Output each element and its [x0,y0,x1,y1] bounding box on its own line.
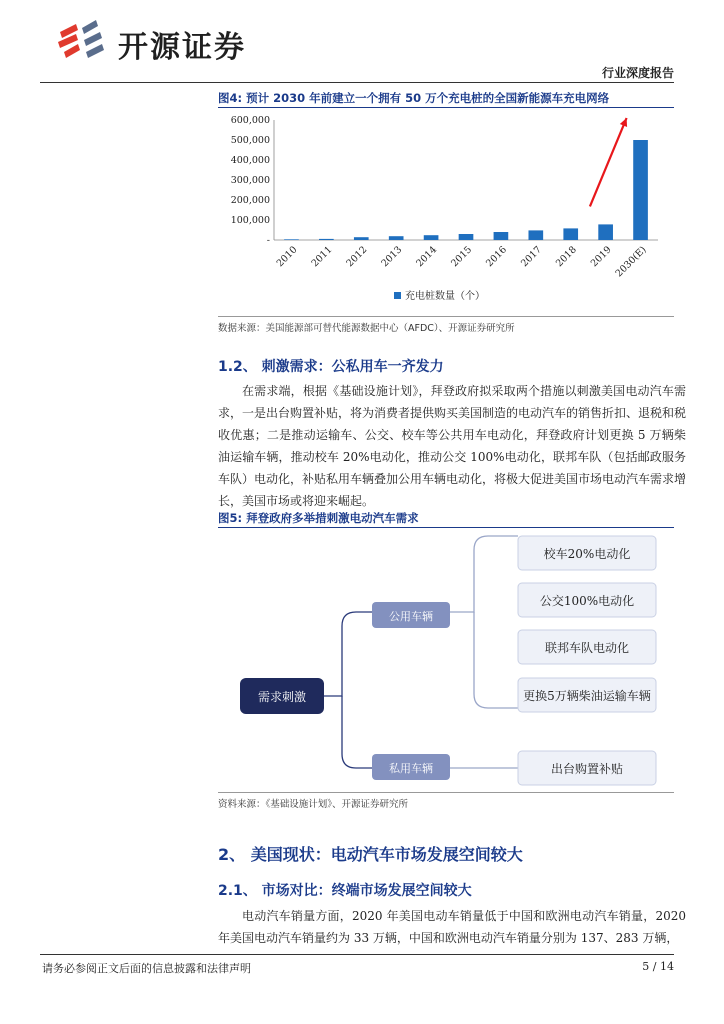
bar-2011 [319,239,334,240]
bar-2012 [354,237,369,240]
root-node-label: 需求刺激 [257,690,307,704]
x-tick-label: 2019 [588,244,614,270]
chart-legend [394,289,485,302]
bar-2030(E) [633,140,648,240]
brace-public-top [450,536,518,612]
bar-2019 [598,224,613,240]
y-tick-label: 500,000 [230,135,270,146]
connector-private [342,696,372,768]
leaf-subsidy-label: 出台购置补贴 [550,762,624,776]
connector-public [324,612,372,696]
section-1-2-paragraph: 在需求端，根据《基础设施计划》，拜登政府拟采取两个措施以刺激美国电动汽车需求，一是出台购置补贴，将为消费者提供购买美国制造的电动汽车的销售折扣、退税和税收优惠；二是推动运输车、公交、校车等公共用车电动化，拜登政府计划更换 5 万辆柴油运输车辆，推动校车 20%电动化，推动公交 100%电动化，联邦车队（包括邮政服务车队）电动化，补贴私用车辆叠加公用车辆电动化，将极大促进美国市场电动汽车需求增长，美国市场或将迎来崛起。 [218,384,687,508]
chart-bars [284,140,648,240]
bar-2016 [494,232,509,240]
bar-2015 [459,234,474,240]
header-rule [40,82,674,83]
x-tick-label: 2011 [309,244,335,270]
private-node-label: 私用车辆 [389,762,433,775]
footer-disclaimer: 请务必参阅正文后面的信息披露和法律声明 [42,962,251,975]
section-2-heading: 2、 美国现状：电动汽车市场发展空间较大 [218,845,523,864]
section-1-2-heading: 1.2、 刺激需求：公私用车一齐发力 [218,359,444,375]
section-2-1-body [218,905,686,949]
brand-logo-icon [56,18,112,60]
y-tick-label: 400,000 [230,155,270,166]
leaf-diesel-replacement-label: 更换5万辆柴油运输车辆 [523,689,651,703]
section-2-1-heading: 2.1、 市场对比：终端市场发展空间较大 [218,883,472,899]
public-node-label: 公用车辆 [389,610,433,623]
leaf-bus-label: 公交100%电动化 [539,594,635,608]
leaf-federal-fleet-label: 联邦车队电动化 [544,641,630,655]
brand-name: 开源证券 [118,30,246,65]
leaf-school-bus-label: 校车20%电动化 [543,547,631,561]
trend-arrow-shaft [590,118,627,206]
bar-2013 [389,236,404,240]
chart-x-ticks [275,244,649,279]
y-tick-label: 100,000 [230,215,270,226]
y-tick-label: 300,000 [230,175,270,186]
x-tick-label: 2016 [484,244,510,270]
figure5-title: 图5: 拜登政府多举措刺激电动汽车需求 [218,511,419,525]
legend-label: 充电桩数量（个） [405,291,485,302]
x-tick-label: 2012 [344,244,370,270]
section-2-1-paragraph: 电动汽车销量方面，2020 年美国电动车销量低于中国和欧洲电动汽车销量，2020 年美国电动汽车销量约为 33 万辆，中国和欧洲电动汽车销量分别为 137、283 万辆， [218,909,686,945]
x-tick-label: 2030(E) [613,244,649,280]
figure4-bottom-rule [218,316,674,317]
page-number: 5 / 14 [642,960,674,973]
bar-2010 [284,239,299,240]
x-tick-label: 2013 [379,244,405,270]
demand-stimulus-diagram [218,526,678,788]
figure4-source: 数据来源：美国能源部可替代能源数据中心（AFDC）、开源证券研究所 [218,323,515,334]
section-1-2-body [218,380,686,512]
x-tick-label: 2018 [553,244,579,270]
bar-2014 [424,235,439,240]
y-tick-label: 600,000 [230,115,270,126]
chart-y-ticks [231,115,270,246]
x-tick-label: 2015 [449,244,475,270]
footer-rule [40,954,674,955]
x-tick-label: 2014 [414,244,440,270]
x-tick-label: 2017 [519,244,544,270]
y-tick-label: - [266,235,270,246]
trend-arrow-icon [590,118,627,206]
report-type: 行业深度报告 [601,66,674,80]
figure5-bottom-rule [218,792,674,793]
y-tick-label: 200,000 [230,195,270,206]
x-tick-label: 2010 [274,244,300,270]
charging-pile-bar-chart [218,108,674,308]
bar-2017 [528,230,543,240]
figure4-title: 图4: 预计 2030 年前建立一个拥有 50 万个充电桩的全国新能源车充电网络 [218,91,610,105]
brace-public-bottom [474,612,518,708]
legend-swatch [394,292,401,299]
bar-2018 [563,228,578,240]
figure5-source: 资料来源：《基础设施计划》、开源证券研究所 [218,799,409,810]
